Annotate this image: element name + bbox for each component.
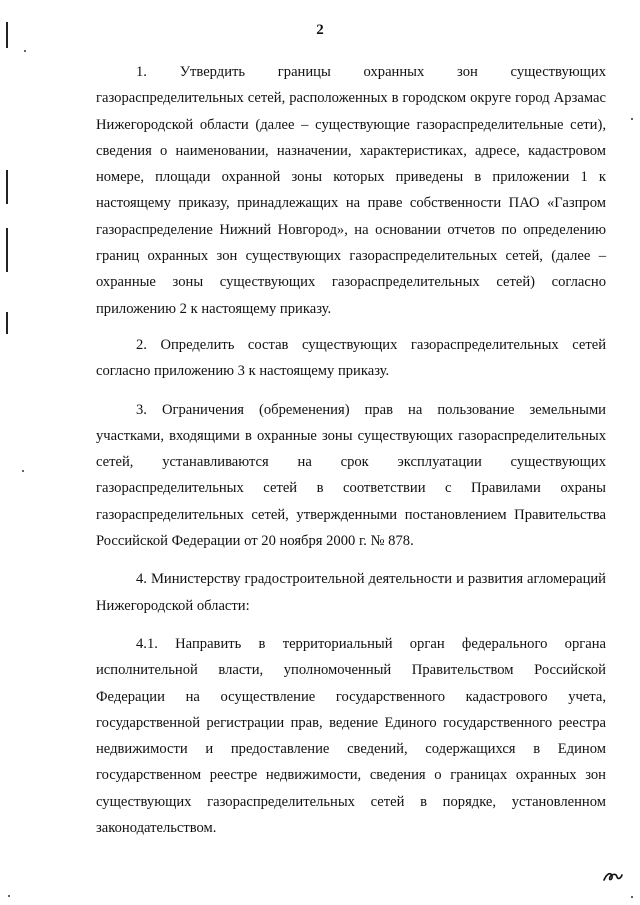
scan-dot (24, 50, 26, 52)
paragraph-4-1: 4.1. Направить в территориальный орган федерального органа исполнительной власти, уполномоченный Правительством Российской Федерации на осуществление государственного кадастрового учета, государственной регистрации прав, ведение Единого государственного реестра недвижимости и предоставление сведений, содержащихся в Едином государственном реестре недвижимости, сведения о границах охранных зон существующих газораспределительных сетей в порядке, установленном законодательством. (96, 635, 606, 837)
initials-mark-icon (602, 869, 624, 883)
scan-edge-mark (6, 312, 8, 334)
paragraph-4: 4. Министерству градостроительной деятельности и развития агломераций Нижегородской области: (96, 571, 606, 614)
scan-dot (8, 895, 10, 897)
paragraph-2: 2. Определить состав существующих газораспределительных сетей согласно приложению 3 к настоящему приказу. (96, 336, 606, 380)
scan-dot (631, 896, 633, 898)
scan-dot (631, 118, 633, 120)
scan-dot (22, 470, 24, 472)
document-body (96, 59, 606, 853)
paragraph-3: 3. Ограничения (обременения) прав на пользование земельными участками, входящими в охранные зоны существующих газораспределительных сетей, устанавливаются на срок эксплуатации существующих газораспределительных сетей в соответствии с Правилами охраны газораспределительных сетей, утвержденными постановлением Правительства Российской Федерации от 20 ноября 2000 г. № 878. (96, 401, 606, 550)
page-number: 2 (316, 22, 324, 38)
paragraph-1: 1. Утвердить границы охранных зон существующих газораспределительных сетей, расположенных в городском округе город Арзамас Нижегородской области (далее – существующие газораспределительные сети), сведения о наименовании, назначении, характеристиках, адресе, кадастровом номере, площади охранной зоны которых приведены в приложении 1 к настоящему приказу, принадлежащих на праве собственности ПАО «Газпром газораспределение Нижний Новгород», на основании отчетов по определению границ охранных зон существующих газораспределительных сетей, (далее – охранные зоны существующих газораспределительных сетей) согласно приложению 2 к настоящему приказу. (96, 64, 606, 317)
scan-edge-mark (6, 228, 8, 272)
scan-edge-mark (6, 170, 8, 204)
